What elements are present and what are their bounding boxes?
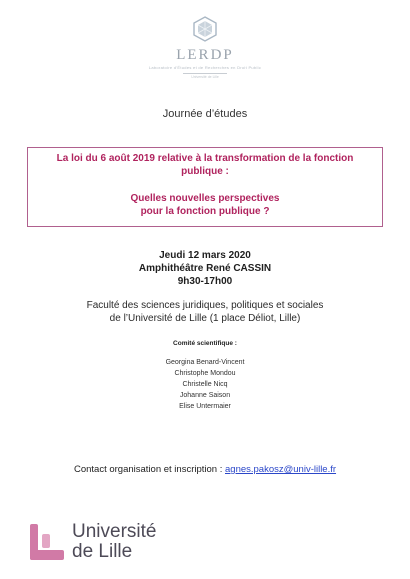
title-line-1: La loi du 6 août 2019 relative à la transformation de la fonction <box>56 153 354 164</box>
faculty-line-1: Faculté des sciences juridiques, politiques et sociales <box>86 300 324 311</box>
university-logo-line-2: de Lille <box>72 541 133 562</box>
committee-member: Elise Untermaier <box>179 403 231 410</box>
lerdp-logo-subtitle: Laboratoire d'Études et de Recherches en Droit Public <box>148 65 262 70</box>
event-type: Journée d’études <box>162 108 248 120</box>
universite-de-lille-logo-icon <box>30 524 66 560</box>
event-time: 9h30-17h00 <box>177 276 233 287</box>
event-date: Jeudi 12 mars 2020 <box>159 250 251 261</box>
committee-member: Georgina Benard-Vincent <box>165 359 245 366</box>
contact-line <box>0 464 410 475</box>
universite-de-lille-logo-text <box>72 522 156 562</box>
lerdp-logo-tagline: Université de Lille <box>191 75 219 79</box>
subtitle-line-1: Quelles nouvelles perspectives <box>130 193 280 204</box>
committee-member: Christelle Nicq <box>182 381 228 388</box>
event-venue: Amphithéâtre René CASSIN <box>138 263 272 274</box>
subtitle-line-2: pour la fonction publique ? <box>140 206 270 217</box>
university-logo-line-1: Université <box>72 521 157 542</box>
committee-member: Johanne Saison <box>179 392 231 399</box>
lerdp-logo-icon <box>192 16 218 42</box>
committee-heading: Comité scientifique : <box>173 340 237 347</box>
lerdp-logo-name: LERDP <box>176 47 234 63</box>
title-line-2: publique : <box>181 166 229 177</box>
logo-divider <box>183 73 227 74</box>
faculty-line-2: de l’Université de Lille (1 place Déliot, Lille) <box>109 313 301 324</box>
contact-email-link[interactable]: agnes.pakosz@univ-lille.fr <box>225 464 337 475</box>
committee-member: Christophe Mondou <box>174 370 236 377</box>
contact-label: Contact organisation et inscription : <box>73 464 223 475</box>
